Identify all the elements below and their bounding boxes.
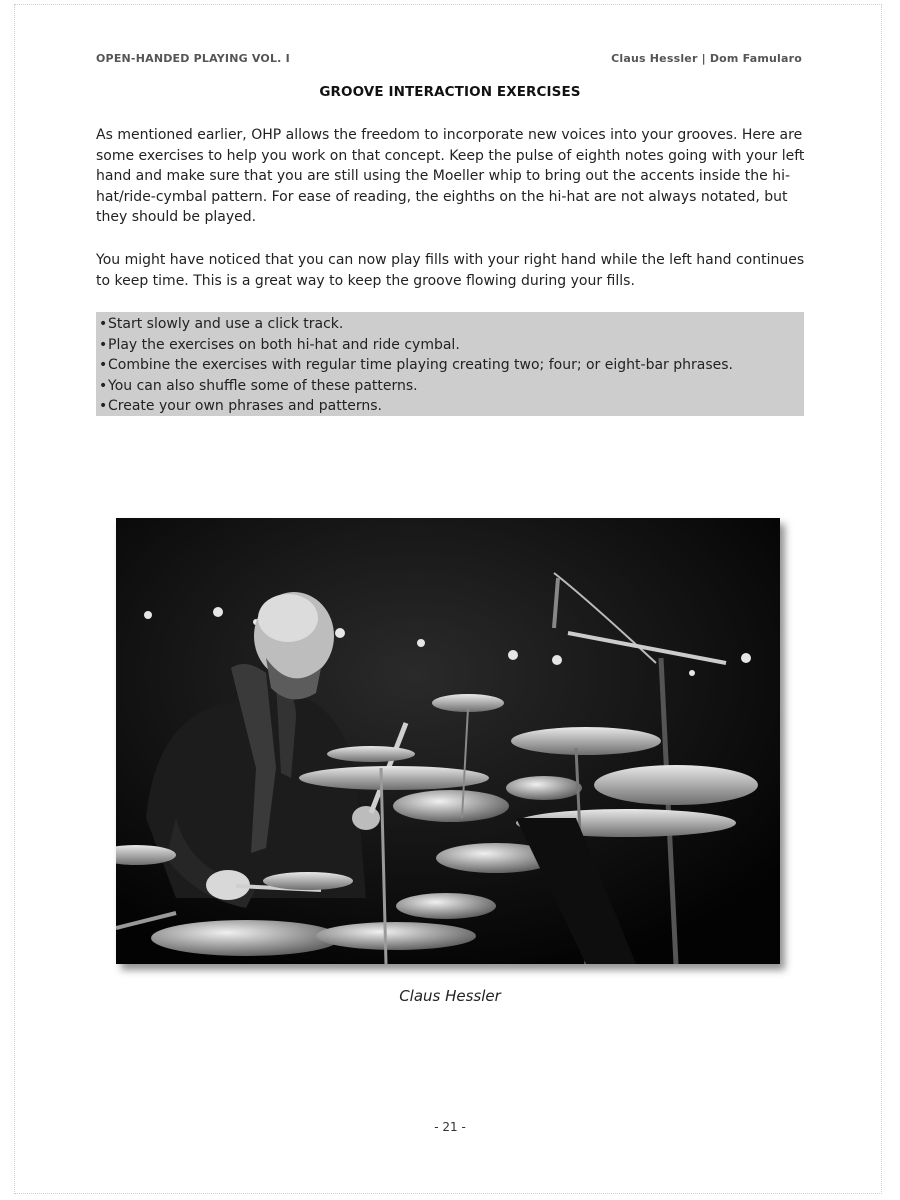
fills-paragraph: You might have noticed that you can now play fills with your right hand while the left hand continues to keep time. This is a great way to keep the groove flowing during your fills.	[96, 252, 805, 289]
tip-text: Play the exercises on both hi-hat and ride cymbal.	[108, 336, 460, 353]
tip-text: Combine the exercises with regular time playing creating two; four; or eight-bar phrases.	[108, 357, 733, 374]
tip-item	[99, 376, 800, 397]
tip-item	[99, 396, 800, 417]
tip-text: You can also shuffle some of these patterns.	[108, 377, 418, 394]
tip-text: Start slowly and use a click track.	[108, 316, 344, 332]
tip-item	[99, 355, 800, 376]
bullet-icon: •	[99, 398, 108, 415]
intro-paragraph: As mentioned earlier, OHP allows the freedom to incorporate new voices into your grooves. Here are some exercises to help you work on that concept. Keep the pulse of eighth notes going with your left hand and make sure that you are still using the Moeller whip to bring out the accents inside the hi-hat/ride-cymbal pattern. For ease of reading, the eighths on the hi-hat are not always notated, but they should be played.	[96, 127, 805, 225]
bullet-icon: •	[99, 357, 108, 374]
bullet-icon: •	[99, 336, 108, 353]
bullet-icon: •	[99, 316, 108, 332]
drummer-photo-illustration	[116, 518, 780, 964]
tip-text: Create your own phrases and patterns.	[108, 398, 382, 415]
bullet-icon: •	[99, 377, 108, 394]
running-header-book-title: OPEN-HANDED PLAYING VOL. I	[96, 52, 290, 65]
tip-item	[99, 335, 800, 356]
drummer-photo	[116, 518, 780, 964]
photo-caption: Claus Hessler	[399, 987, 501, 1005]
running-header-authors: Claus Hessler | Dom Famularo	[611, 52, 802, 65]
tip-item	[99, 314, 800, 335]
tips-box	[96, 312, 804, 416]
section-title: GROOVE INTERACTION EXERCISES	[319, 84, 581, 100]
page-number: - 21 -	[434, 1120, 466, 1134]
